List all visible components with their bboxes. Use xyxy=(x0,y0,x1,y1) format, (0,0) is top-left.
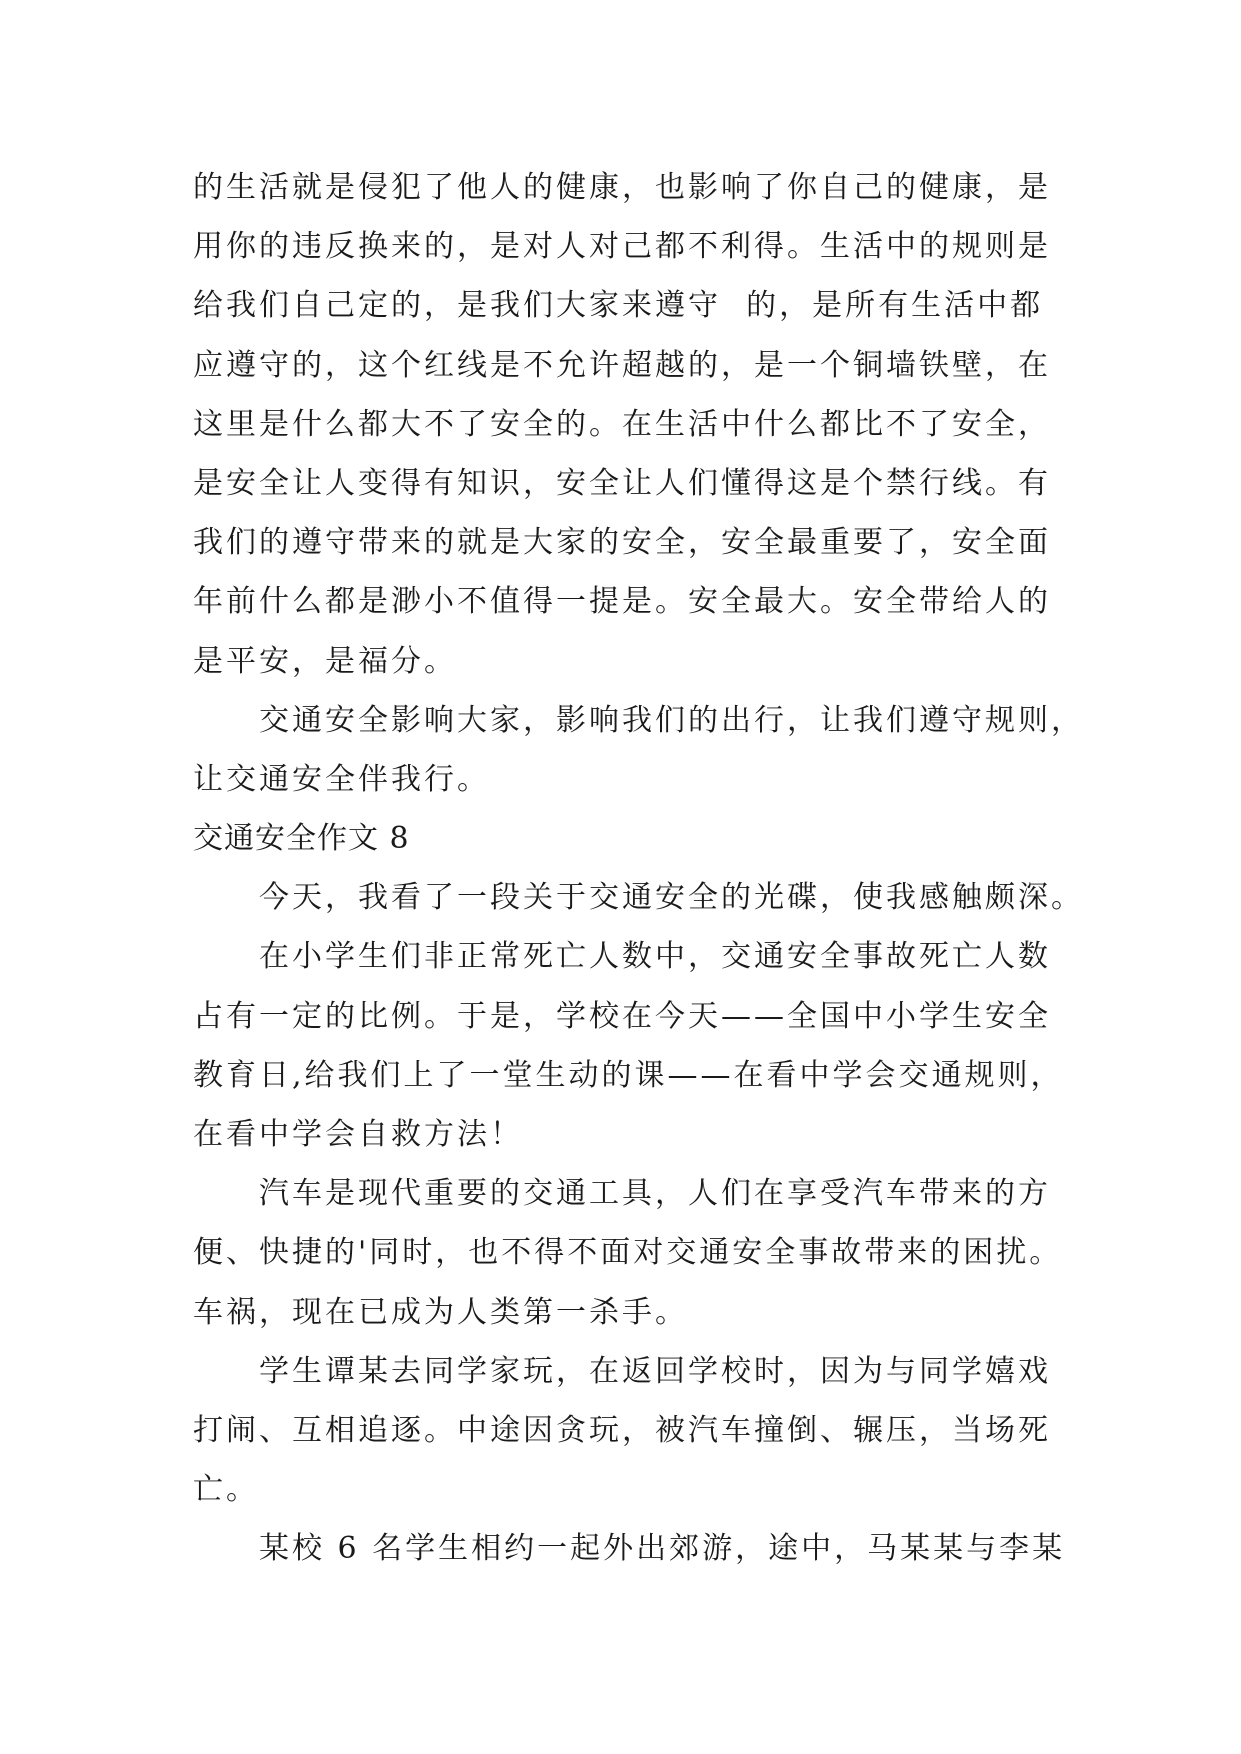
text-line: 某校 6 名学生相约一起外出郊游，途中，马某某与李某 xyxy=(259,1531,1066,1567)
text-line: 打闹、互相追逐。中途因贪玩，被汽车撞倒、辗压，当场死 xyxy=(193,1412,1051,1448)
text-line: 亡。 xyxy=(193,1472,259,1508)
text-line: 便、快捷的'同时，也不得不面对交通安全事故带来的困扰。 xyxy=(193,1235,1063,1271)
text-line: 我们的遵守带来的就是大家的安全，安全最重要了，安全面 xyxy=(193,525,1051,561)
text-line: 这里是什么都大不了安全的。在生活中什么都比不了安全， xyxy=(193,406,1051,442)
text-line: 车祸，现在已成为人类第一杀手。 xyxy=(193,1294,688,1330)
text-line: 应遵守的，这个红线是不允许超越的，是一个铜墙铁壁，在 xyxy=(193,347,1051,383)
text-line: 交通安全影响大家，影响我们的出行，让我们遵守规则， xyxy=(259,702,1084,738)
document-body xyxy=(193,158,1084,1579)
text-line: 今天，我看了一段关于交通安全的光碟，使我感触颇深。 xyxy=(259,880,1084,916)
text-line: 给我们自己定的，是我们大家来遵守 的，是所有生活中都 xyxy=(193,288,1044,324)
text-line: 在小学生们非正常死亡人数中，交通安全事故死亡人数 xyxy=(259,939,1051,975)
text-line: 在看中学会自救方法！ xyxy=(193,1117,523,1152)
text-line: 年前什么都是渺小不值得一提是。安全最大。安全带给人的 xyxy=(193,584,1051,620)
text-line: 是安全让人变得有知识，安全让人们懂得这是个禁行线。有 xyxy=(193,465,1051,501)
text-line: 教育日,给我们上了一堂生动的课——在看中学会交通规则， xyxy=(193,1057,1064,1093)
text-line: 学生谭某去同学家玩，在返回学校时，因为与同学嬉戏 xyxy=(259,1353,1051,1389)
text-line: 的生活就是侵犯了他人的健康，也影响了你自己的健康，是 xyxy=(193,170,1051,205)
section-heading: 交通安全作文 8 xyxy=(193,821,410,857)
text-line: 占有一定的比例。于是，学校在今天——全国中小学生安全 xyxy=(193,998,1051,1034)
text-line: 是平安，是福分。 xyxy=(193,643,457,679)
text-line: 汽车是现代重要的交通工具，人们在享受汽车带来的方 xyxy=(259,1176,1051,1212)
text-line: 用你的违反换来的，是对人对己都不利得。生活中的规则是 xyxy=(193,229,1051,265)
text-line: 让交通安全伴我行。 xyxy=(193,761,490,797)
